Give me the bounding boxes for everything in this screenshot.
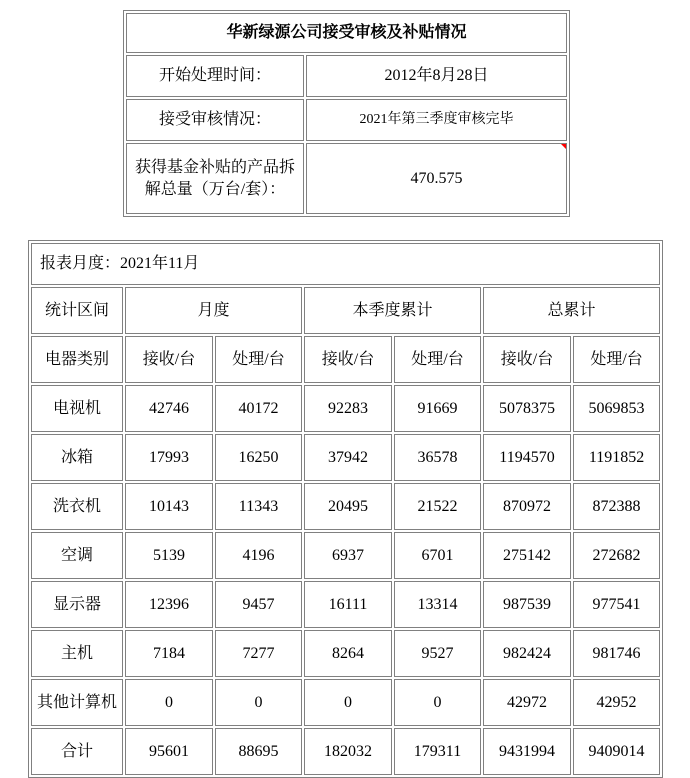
value-cell: 21522: [394, 483, 481, 530]
table-row: [31, 532, 660, 579]
value-cell: 1194570: [483, 434, 571, 481]
value-cell: 12396: [125, 581, 213, 628]
value-cell: 7184: [125, 630, 213, 677]
summary-row: [126, 99, 567, 141]
value-cell: 182032: [304, 728, 392, 775]
column-header: 接收/台: [304, 336, 392, 383]
value-cell: 42972: [483, 679, 571, 726]
value-cell: 982424: [483, 630, 571, 677]
period-group-month: 月度: [125, 287, 302, 334]
period-group-quarter: 本季度累计: [304, 287, 481, 334]
summary-row: [126, 143, 567, 214]
category-cell: 主机: [31, 630, 123, 677]
value-cell: 9457: [215, 581, 302, 628]
value-cell: 0: [394, 679, 481, 726]
summary-table: [123, 10, 570, 217]
table-row: [31, 630, 660, 677]
value-cell: 13314: [394, 581, 481, 628]
value-cell: 95601: [125, 728, 213, 775]
column-header-label: 电器类别: [31, 336, 123, 383]
value-cell: 9527: [394, 630, 481, 677]
value-cell: 40172: [215, 385, 302, 432]
value-cell: 17993: [125, 434, 213, 481]
period-header-row: [31, 287, 660, 334]
value-cell: 870972: [483, 483, 571, 530]
value-cell: 20495: [304, 483, 392, 530]
value-cell: 4196: [215, 532, 302, 579]
category-cell: 显示器: [31, 581, 123, 628]
column-header: 接收/台: [125, 336, 213, 383]
table-row: [31, 581, 660, 628]
table-row: [31, 434, 660, 481]
category-cell: 其他计算机: [31, 679, 123, 726]
value-cell: 272682: [573, 532, 660, 579]
summary-title-row: [126, 13, 567, 53]
value-cell: 977541: [573, 581, 660, 628]
value-cell: 5078375: [483, 385, 571, 432]
report-table: [28, 240, 663, 778]
value-cell: 0: [215, 679, 302, 726]
value-cell: 9409014: [573, 728, 660, 775]
value-cell: 16250: [215, 434, 302, 481]
table-row: [31, 679, 660, 726]
column-header-row: [31, 336, 660, 383]
report-month-row: [31, 243, 660, 285]
value-cell: 872388: [573, 483, 660, 530]
value-cell: 7277: [215, 630, 302, 677]
value-cell: 1191852: [573, 434, 660, 481]
column-header: 处理/台: [215, 336, 302, 383]
row-label: 接受审核情况：: [126, 99, 304, 141]
category-cell: 洗衣机: [31, 483, 123, 530]
period-header-label: 统计区间: [31, 287, 123, 334]
value-cell: 16111: [304, 581, 392, 628]
row-value: [306, 143, 567, 214]
category-cell: 冰箱: [31, 434, 123, 481]
table-row: [31, 728, 660, 775]
summary-title: 华新绿源公司接受审核及补贴情况: [126, 13, 567, 53]
table-row: [31, 385, 660, 432]
value-cell: 275142: [483, 532, 571, 579]
row-label: 获得基金补贴的产品拆解总量（万台/套）：: [126, 143, 304, 214]
table-row: [31, 483, 660, 530]
value-cell: 9431994: [483, 728, 571, 775]
value-cell: 36578: [394, 434, 481, 481]
category-cell: 合计: [31, 728, 123, 775]
value-cell: 6701: [394, 532, 481, 579]
value-cell: 88695: [215, 728, 302, 775]
value-cell: 0: [304, 679, 392, 726]
row-label: 开始处理时间：: [126, 55, 304, 97]
value-cell: 0: [125, 679, 213, 726]
value-cell: 42952: [573, 679, 660, 726]
value-cell: 981746: [573, 630, 660, 677]
value-cell: 8264: [304, 630, 392, 677]
value-cell: 10143: [125, 483, 213, 530]
value-cell: 987539: [483, 581, 571, 628]
value-cell: 42746: [125, 385, 213, 432]
value-cell: 92283: [304, 385, 392, 432]
category-cell: 空调: [31, 532, 123, 579]
value-cell: 37942: [304, 434, 392, 481]
period-group-total: 总累计: [483, 287, 660, 334]
category-cell: 电视机: [31, 385, 123, 432]
summary-row: [126, 55, 567, 97]
report-month: 报表月度：2021年11月: [31, 243, 660, 285]
value-cell: 5139: [125, 532, 213, 579]
row-value-text: 470.575: [410, 169, 463, 187]
row-value: 2021年第三季度审核完毕: [306, 99, 567, 141]
value-cell: 6937: [304, 532, 392, 579]
value-cell: 5069853: [573, 385, 660, 432]
value-cell: 91669: [394, 385, 481, 432]
comment-marker-icon: [561, 144, 566, 149]
column-header: 处理/台: [394, 336, 481, 383]
value-cell: 11343: [215, 483, 302, 530]
value-cell: 179311: [394, 728, 481, 775]
column-header: 处理/台: [573, 336, 660, 383]
column-header: 接收/台: [483, 336, 571, 383]
row-value: 2012年8月28日: [306, 55, 567, 97]
